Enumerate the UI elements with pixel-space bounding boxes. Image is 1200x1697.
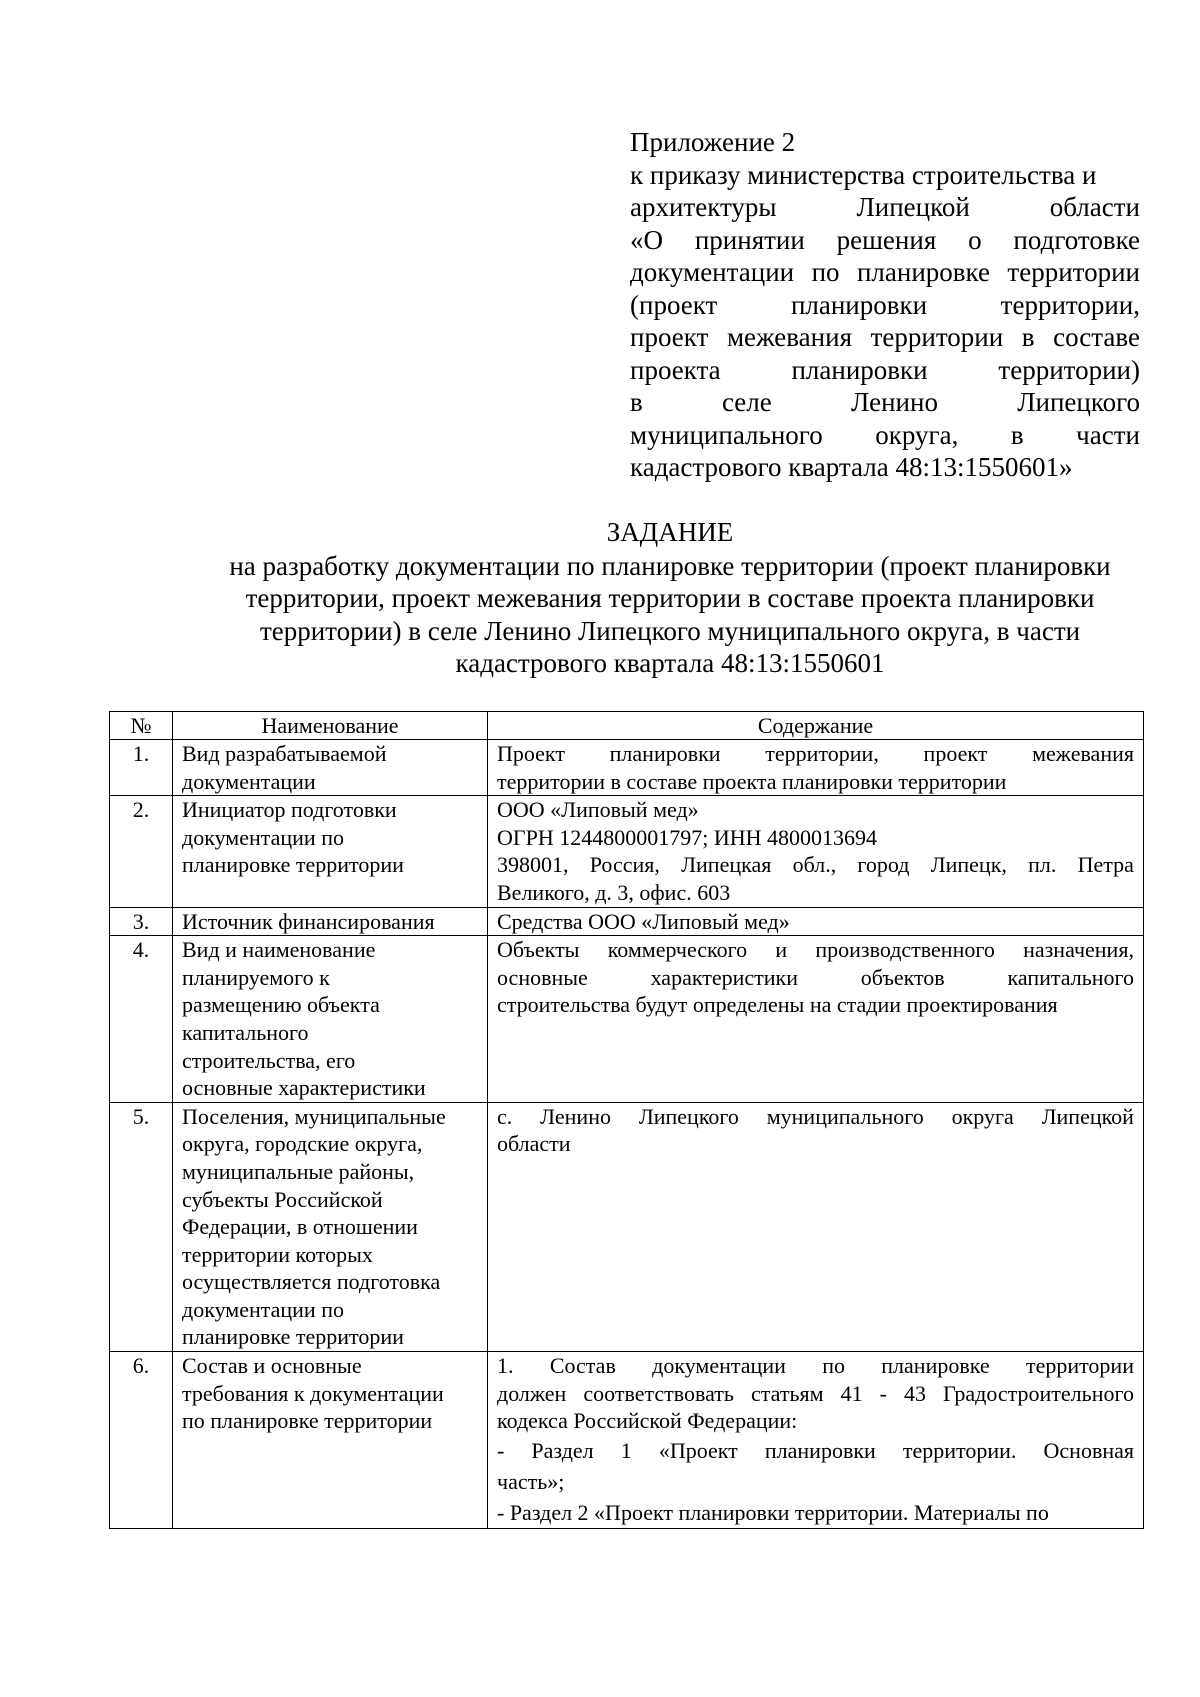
appendix-line: проекта планировки территории) — [630, 354, 1140, 385]
row-content-line: основные характеристики объектов капитального — [497, 964, 1134, 990]
row-content-line: должен соответствовать статьям 41 - 43 Градостроительного — [497, 1380, 1134, 1406]
row-name-line: размещению объекта — [182, 992, 380, 1018]
row-name-line: муниципальные районы, — [182, 1158, 415, 1184]
row-name-line: Вид разрабатываемой — [182, 741, 387, 766]
appendix-line: (проект планировки территории, — [630, 289, 1140, 320]
row-name-line: округа, городские округа, — [182, 1131, 423, 1157]
row-content-line: ООО «Липовый мед» — [497, 797, 699, 823]
row-number: 4. — [110, 936, 173, 1103]
row-name-line: Источник финансирования — [182, 908, 435, 934]
row-name-line: Вид и наименование — [182, 937, 376, 963]
appendix-line: архитектуры Липецкой области — [630, 192, 1140, 222]
row-content-line: 1. Состав документации по планировке территории — [497, 1353, 1134, 1379]
row-content — [488, 936, 1144, 1103]
row-number: 3. — [110, 907, 173, 936]
row-name-line: планировке территории — [182, 1324, 404, 1350]
row-name-line: капитального — [182, 1019, 309, 1045]
document-title: ЗАДАНИЕ — [606, 517, 734, 547]
row-name-line: осуществляется подготовка — [182, 1269, 441, 1295]
row-content-line: Объекты коммерческого и производственного назначения, — [497, 937, 1134, 963]
row-name-line: планировке территории — [182, 852, 404, 878]
table-row — [110, 936, 1144, 1103]
row-name-line: документации по — [182, 824, 344, 850]
row-content-line: - Раздел 1 «Проект планировки территории. Основная — [497, 1437, 1134, 1463]
row-content — [488, 796, 1144, 907]
table-row — [110, 796, 1144, 907]
row-name — [173, 740, 488, 796]
row-name — [173, 1102, 488, 1351]
table-body — [110, 740, 1144, 1529]
row-name-line: Состав и основные — [182, 1353, 362, 1379]
document-heading — [100, 516, 1200, 680]
appendix-line: к приказу министерства строительства и — [630, 159, 1097, 190]
row-content-line: территории в составе проекта планировки территории — [497, 768, 1007, 794]
table-row — [110, 907, 1144, 936]
row-number: 5. — [110, 1102, 173, 1351]
appendix-line: в селе Ленино Липецкого — [630, 387, 1140, 417]
row-content — [488, 740, 1144, 796]
appendix-line: муниципального округа, в части — [630, 419, 1140, 450]
appendix-block — [630, 126, 1140, 484]
row-name — [173, 796, 488, 907]
row-name-line: территории которых — [182, 1241, 373, 1267]
row-number: 2. — [110, 796, 173, 907]
row-content-line: кодекса Российской Федерации: — [497, 1408, 798, 1434]
row-content-line: ОГРН 1244800001797; ИНН 4800013694 — [497, 824, 878, 850]
header-num: № — [110, 712, 173, 740]
document-subtitle-line: на разработку документации по планировке территории (проект планировки — [229, 550, 1111, 581]
row-content-line: с. Ленино Липецкого муниципального округа Липецкой — [497, 1103, 1134, 1129]
row-number: 6. — [110, 1352, 173, 1529]
row-name-line: требования к документации — [182, 1380, 444, 1406]
document-subtitle-line: территории) в селе Ленино Липецкого муниципального округа, в части — [259, 615, 1081, 646]
appendix-line: «О принятии решения о подготовке — [630, 224, 1140, 255]
row-content-line: часть»; — [497, 1468, 565, 1494]
row-content — [488, 1102, 1144, 1351]
row-content-line: области — [497, 1131, 571, 1157]
table-header-row — [110, 712, 1144, 740]
row-name-line: строительства, его — [182, 1047, 356, 1073]
appendix-line: проект межевания территории в составе — [630, 322, 1140, 352]
row-name-line: Поселения, муниципальные — [182, 1103, 446, 1129]
header-content: Содержание — [488, 712, 1144, 740]
row-name — [173, 907, 488, 936]
row-name-line: основные характеристики — [182, 1075, 426, 1101]
row-content-line: строительства будут определены на стадии проектирования — [497, 992, 1058, 1018]
row-name-line: Федерации, в отношении — [182, 1214, 418, 1240]
row-content — [488, 907, 1144, 936]
row-content-line: Великого, д. 3, офис. 603 — [497, 879, 731, 905]
table-row — [110, 1102, 1144, 1351]
row-content-line: Проект планировки территории, проект межевания — [497, 741, 1134, 766]
row-number: 1. — [110, 740, 173, 796]
row-name — [173, 936, 488, 1103]
row-content-line: Средства ООО «Липовый мед» — [497, 908, 790, 934]
row-name-line: планируемого к — [182, 964, 330, 990]
row-content — [488, 1352, 1144, 1529]
row-content-line: 398001, Россия, Липецкая обл., город Липецк, пл. Петра — [497, 852, 1134, 878]
appendix-line: Приложение 2 — [630, 127, 796, 157]
appendix-line: кадастрового квартала 48:13:1550601» — [630, 452, 1073, 482]
row-name — [173, 1352, 488, 1529]
task-table — [109, 711, 1144, 1529]
row-name-line: документации — [182, 768, 316, 794]
row-name-line: по планировке территории — [182, 1408, 433, 1434]
row-name-line: субъекты Российской — [182, 1186, 383, 1212]
row-content-line: - Раздел 2 «Проект планировки территории. Материалы по — [497, 1499, 1049, 1525]
header-name: Наименование — [173, 712, 488, 740]
document-subtitle-line: кадастрового квартала 48:13:1550601 — [455, 648, 885, 678]
row-name-line: документации по — [182, 1296, 344, 1322]
row-name-line: Инициатор подготовки — [182, 797, 397, 823]
document-subtitle-line: территории, проект межевания территории в составе проекта планировки — [245, 583, 1095, 613]
table-row — [110, 740, 1144, 796]
table-row — [110, 1352, 1144, 1529]
appendix-line: документации по планировке территории — [630, 257, 1140, 287]
